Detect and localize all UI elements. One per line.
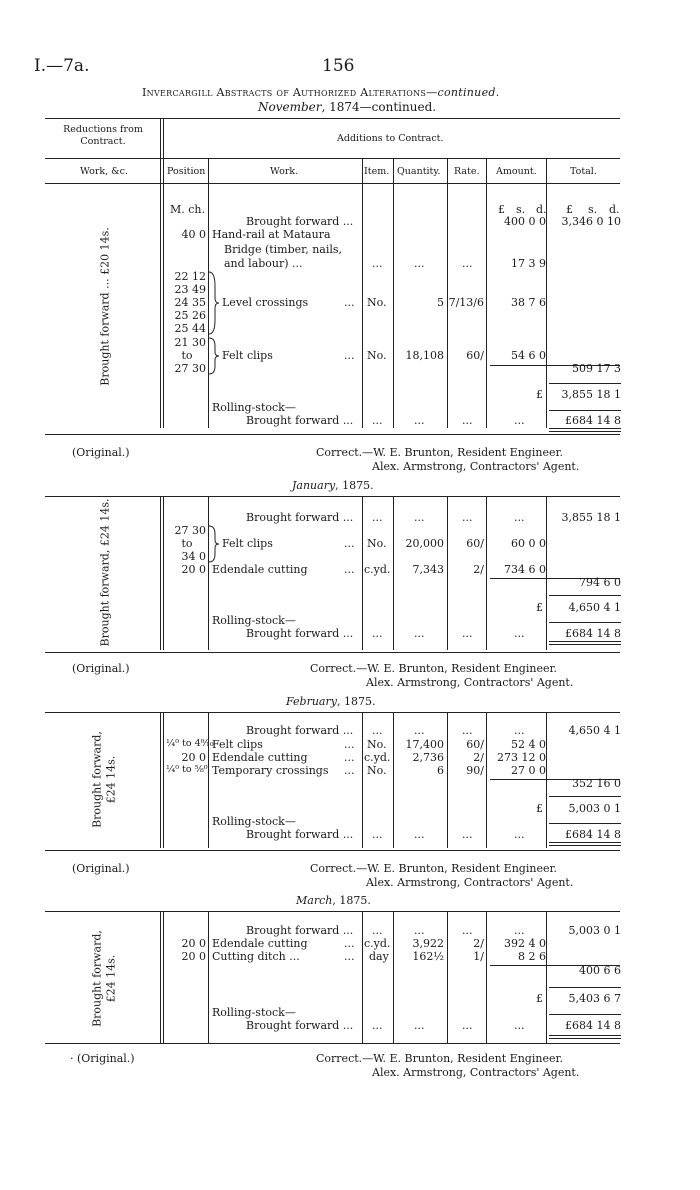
work-cell: Edendale cutting <box>212 937 308 950</box>
section-rule <box>45 434 620 435</box>
rate-cell: 60/ <box>466 537 484 550</box>
position-cell: 25 26 <box>174 309 206 322</box>
rate-cell: 2/ <box>473 563 484 576</box>
col-rule-work <box>362 712 363 848</box>
brace-icon <box>207 336 221 376</box>
header-rate: Rate. <box>454 166 480 177</box>
ellipsis: ... <box>344 937 355 950</box>
position-cell: 20 0 <box>181 950 206 963</box>
header-rule-2 <box>45 183 620 184</box>
signature-engineer: Correct.—W. E. Brunton, Resident Engineer. <box>316 1052 564 1065</box>
total-rule <box>549 1014 621 1015</box>
ellipsis: ... <box>462 828 473 841</box>
total-cell: 3,346 0 10 <box>561 215 621 228</box>
double-rule <box>549 431 621 432</box>
position-cell: ¼⁰ to ⅝⁰ <box>166 764 208 775</box>
quantity-cell: 3,922 <box>412 937 444 950</box>
item-cell: c.yd. <box>364 751 391 764</box>
section-rule <box>45 652 620 653</box>
amount-cell: 54 6 0 <box>511 349 546 362</box>
ellipsis: ... <box>344 738 355 751</box>
col-rule-work <box>362 496 363 650</box>
section-rule <box>45 1043 620 1044</box>
ellipsis: ... <box>414 1019 425 1032</box>
total-cell: £684 14 8 <box>565 828 621 841</box>
original-note: · (Original.) <box>70 1052 135 1065</box>
work-cell: Hand-rail at Mataura <box>212 228 331 241</box>
rolling-stock-label: Rolling-stock— <box>212 1006 296 1019</box>
currency-pound: £ <box>536 992 543 1005</box>
rolling-stock-label: Rolling-stock— <box>212 815 296 828</box>
header-work-etc: Work, &c. <box>80 166 128 177</box>
reductions-divider-2 <box>163 496 164 650</box>
header-total: Total. <box>570 166 597 177</box>
ellipsis: ... <box>514 724 525 737</box>
ellipsis: ... <box>462 627 473 640</box>
table-top-rule <box>45 118 620 119</box>
ellipsis: ... <box>372 724 383 737</box>
rate-cell: ... <box>462 257 473 270</box>
side-note: Brought forward, <box>90 930 104 1027</box>
ellipsis: ... <box>372 1019 383 1032</box>
work-cell: Felt clips <box>222 537 273 550</box>
position-cell: 25 44 <box>174 322 206 335</box>
page-number: 156 <box>322 56 355 76</box>
col-rule-qty <box>447 158 448 428</box>
signature-agent: Alex. Armstrong, Contractors' Agent. <box>372 1066 580 1079</box>
work-cell: Level crossings <box>222 296 309 309</box>
col-rule-rate <box>486 712 487 848</box>
ellipsis: ... <box>372 828 383 841</box>
ellipsis: ... <box>372 414 383 427</box>
header-amount: Amount. <box>496 166 537 177</box>
ellipsis: ... <box>344 349 355 362</box>
amount-cell: 400 0 0 <box>504 215 546 228</box>
item-cell: No. <box>367 537 387 550</box>
col-rule-rate <box>486 158 487 428</box>
total-rule <box>549 410 621 411</box>
currency-pound: £ <box>536 802 543 815</box>
quantity-cell: 7,343 <box>412 563 444 576</box>
col-rule-work <box>362 158 363 428</box>
rate-cell: 2/ <box>473 937 484 950</box>
ellipsis: ... <box>414 627 425 640</box>
ellipsis: ... <box>514 511 525 524</box>
side-note: Brought forward ... £20 14s. <box>98 227 112 386</box>
total-rule <box>549 987 621 988</box>
quantity-cell: 18,108 <box>405 349 444 362</box>
page-reference: I.—7a. <box>34 56 90 76</box>
col-rule-item <box>393 712 394 848</box>
total-cell: 4,650 4 1 <box>568 724 621 737</box>
col-rule-position <box>208 496 209 650</box>
reductions-divider <box>160 118 161 428</box>
ellipsis: ... <box>414 828 425 841</box>
quantity-cell: 5 <box>437 296 444 309</box>
signature-engineer: Correct.—W. E. Brunton, Resident Engineer. <box>310 862 558 875</box>
position-cell: 34 0 <box>181 550 206 563</box>
amount-cell: 60 0 0 <box>511 537 546 550</box>
amount-cell: 17 3 9 <box>511 257 546 270</box>
ellipsis: ... <box>514 627 525 640</box>
ellipsis: ... <box>344 537 355 550</box>
position-cell: 21 30 <box>174 336 206 349</box>
header-rule-1 <box>45 158 620 159</box>
quantity-cell: 162½ <box>412 950 444 963</box>
brought-forward-label: Brought forward ... <box>246 924 354 937</box>
currency-pence: d. <box>609 203 620 216</box>
rate-cell: 1/ <box>473 950 484 963</box>
header-work: Work. <box>270 166 299 177</box>
original-note: (Original.) <box>72 446 130 459</box>
item-cell: No. <box>367 349 387 362</box>
work-cell: Cutting ditch ... <box>212 950 300 963</box>
brought-forward-label: Brought forward ... <box>246 724 354 737</box>
reductions-divider <box>160 911 161 1043</box>
ellipsis: ... <box>344 751 355 764</box>
total-cell: 794 6 0 <box>579 576 621 589</box>
ellipsis: ... <box>344 764 355 777</box>
ellipsis: ... <box>514 828 525 841</box>
header-additions: Additions to Contract. <box>337 133 444 144</box>
total-cell: 5,003 0 1 <box>568 924 621 937</box>
work-cell: Felt clips <box>222 349 273 362</box>
total-rule <box>549 595 621 596</box>
brought-forward-label: Brought forward ... <box>246 511 354 524</box>
item-cell: No. <box>367 738 387 751</box>
item-cell: day <box>369 950 389 963</box>
total-cell: 3,855 18 1 <box>561 388 621 401</box>
position-cell: 20 0 <box>181 563 206 576</box>
item-cell: c.yd. <box>364 563 391 576</box>
amount-cell: 8 2 6 <box>518 950 546 963</box>
month-heading: March, 1875. <box>296 894 371 907</box>
signature-engineer: Correct.—W. E. Brunton, Resident Engineer. <box>316 446 564 459</box>
item-cell: No. <box>367 764 387 777</box>
item-cell: ... <box>372 257 383 270</box>
reductions-divider-2 <box>163 712 164 848</box>
quantity-cell: 20,000 <box>405 537 444 550</box>
rate-cell: 60/ <box>466 349 484 362</box>
unit-mch: M. ch. <box>170 203 205 216</box>
brought-forward-label: Brought forward ... <box>246 828 354 841</box>
brace-icon <box>207 524 221 564</box>
header-item: Item. <box>364 166 390 177</box>
total-cell: 5,403 6 7 <box>568 992 621 1005</box>
item-cell: c.yd. <box>364 937 391 950</box>
original-note: (Original.) <box>72 862 130 875</box>
total-cell: £684 14 8 <box>565 414 621 427</box>
col-rule-item <box>393 911 394 1043</box>
amount-cell: 38 7 6 <box>511 296 546 309</box>
ellipsis: ... <box>514 1019 525 1032</box>
ellipsis: ... <box>462 1019 473 1032</box>
double-rule <box>549 641 621 642</box>
ellipsis: ... <box>462 511 473 524</box>
reductions-divider <box>160 496 161 650</box>
item-cell: No. <box>367 296 387 309</box>
work-cell: Temporary crossings <box>212 764 329 777</box>
total-cell: 4,650 4 1 <box>568 601 621 614</box>
quantity-cell: 17,400 <box>405 738 444 751</box>
ellipsis: ... <box>414 724 425 737</box>
ellipsis: ... <box>414 924 425 937</box>
signature-agent: Alex. Armstrong, Contractors' Agent. <box>372 460 580 473</box>
position-cell: 40 0 <box>181 228 206 241</box>
currency-pound: £ <box>498 203 505 216</box>
section-top-rule <box>45 496 620 497</box>
work-cell: and labour) ... <box>224 257 303 270</box>
col-rule-qty <box>447 712 448 848</box>
section-rule <box>45 850 620 851</box>
total-rule <box>549 823 621 824</box>
col-rule-position <box>208 911 209 1043</box>
ellipsis: ... <box>372 627 383 640</box>
position-cell: to <box>181 349 193 362</box>
double-rule <box>549 1038 621 1039</box>
ellipsis: ... <box>344 296 355 309</box>
double-rule <box>549 845 621 846</box>
ellipsis: ... <box>414 511 425 524</box>
rate-cell: 90/ <box>466 764 484 777</box>
reductions-divider-2 <box>163 118 164 428</box>
col-rule-work <box>362 911 363 1043</box>
ellipsis: ... <box>344 563 355 576</box>
double-rule <box>549 1035 621 1036</box>
position-cell: 22 12 <box>174 270 206 283</box>
brought-forward-label: Brought forward ... <box>246 215 354 228</box>
quantity-cell: 2,736 <box>412 751 444 764</box>
ellipsis: ... <box>372 924 383 937</box>
ellipsis: ... <box>372 511 383 524</box>
document-title: Invercargill Abstracts of Authorized Alterations—continued. <box>142 86 500 99</box>
position-cell: 23 49 <box>174 283 206 296</box>
brought-forward-label: Brought forward ... <box>246 627 354 640</box>
work-cell: Edendale cutting <box>212 751 308 764</box>
document-subtitle: November, 1874—continued. <box>258 100 437 114</box>
quantity-cell: ... <box>414 257 425 270</box>
double-rule <box>549 428 621 429</box>
reductions-divider-2 <box>163 911 164 1043</box>
total-cell: £684 14 8 <box>565 1019 621 1032</box>
section-top-rule <box>45 712 620 713</box>
ellipsis: ... <box>344 950 355 963</box>
position-cell: 24 35 <box>174 296 206 309</box>
col-rule-qty <box>447 911 448 1043</box>
total-cell: 509 17 3 <box>572 362 621 375</box>
reductions-divider <box>160 712 161 848</box>
ellipsis: ... <box>514 924 525 937</box>
side-note: Brought forward, <box>90 731 104 828</box>
amount-cell: 27 0 0 <box>511 764 546 777</box>
brace-icon <box>207 270 221 336</box>
work-cell: Felt clips <box>212 738 263 751</box>
month-heading: February, 1875. <box>286 695 376 708</box>
signature-agent: Alex. Armstrong, Contractors' Agent. <box>366 876 574 889</box>
signature-engineer: Correct.—W. E. Brunton, Resident Engineer. <box>310 662 558 675</box>
side-note: Brought forward, £24 14s. <box>98 498 112 647</box>
original-note: (Original.) <box>72 662 130 675</box>
ellipsis: ... <box>514 414 525 427</box>
col-rule-rate <box>486 911 487 1043</box>
total-rule <box>549 383 621 384</box>
col-rule-position <box>208 712 209 848</box>
currency-pound: £ <box>536 388 543 401</box>
quantity-cell: 6 <box>437 764 444 777</box>
ellipsis: ... <box>462 924 473 937</box>
ellipsis: ... <box>462 414 473 427</box>
amount-cell: 52 4 0 <box>511 738 546 751</box>
rate-cell: 60/ <box>466 738 484 751</box>
side-note: £24 14s. <box>104 755 118 804</box>
total-cell: 400 6 6 <box>579 964 621 977</box>
position-cell: 20 0 <box>181 937 206 950</box>
currency-shilling: s. <box>588 203 598 216</box>
header-quantity: Quantity. <box>397 166 441 177</box>
position-cell: 20 0 <box>181 751 206 764</box>
ellipsis: ... <box>414 414 425 427</box>
position-cell: ¼⁰ to 4⁰⁄₁₀ <box>166 738 214 749</box>
position-cell: 27 30 <box>174 362 206 375</box>
signature-agent: Alex. Armstrong, Contractors' Agent. <box>366 676 574 689</box>
total-cell: £684 14 8 <box>565 627 621 640</box>
total-cell: 5,003 0 1 <box>568 802 621 815</box>
section-top-rule <box>45 911 620 912</box>
rate-cell: 2/ <box>473 751 484 764</box>
rolling-stock-label: Rolling-stock— <box>212 401 296 414</box>
double-rule <box>549 842 621 843</box>
total-rule <box>549 622 621 623</box>
rate-cell: 7/13/6 <box>448 296 484 309</box>
month-heading: January, 1875. <box>292 479 374 492</box>
currency-pound: £ <box>536 601 543 614</box>
work-cell: Edendale cutting <box>212 563 308 576</box>
amount-cell: 734 6 0 <box>504 563 546 576</box>
position-cell: 27 30 <box>174 524 206 537</box>
currency-shilling: s. <box>516 203 526 216</box>
total-rule <box>549 796 621 797</box>
header-reductions-2: Contract. <box>80 136 126 147</box>
side-note: £24 14s. <box>104 954 118 1003</box>
brought-forward-label: Brought forward ... <box>246 1019 354 1032</box>
total-cell: 352 16 0 <box>572 777 621 790</box>
double-rule <box>549 644 621 645</box>
work-cell: Bridge (timber, nails, <box>224 243 343 256</box>
col-rule-item <box>393 158 394 428</box>
ellipsis: ... <box>462 724 473 737</box>
rolling-stock-label: Rolling-stock— <box>212 614 296 627</box>
currency-pound: £ <box>566 203 573 216</box>
amount-cell: 392 4 0 <box>504 937 546 950</box>
header-position: Position <box>167 166 206 177</box>
amount-cell: 273 12 0 <box>497 751 546 764</box>
position-cell: to <box>181 537 193 550</box>
total-cell: 3,855 18 1 <box>561 511 621 524</box>
brought-forward-label: Brought forward ... <box>246 414 354 427</box>
header-reductions: Reductions from <box>63 124 143 135</box>
currency-pence: d. <box>536 203 547 216</box>
